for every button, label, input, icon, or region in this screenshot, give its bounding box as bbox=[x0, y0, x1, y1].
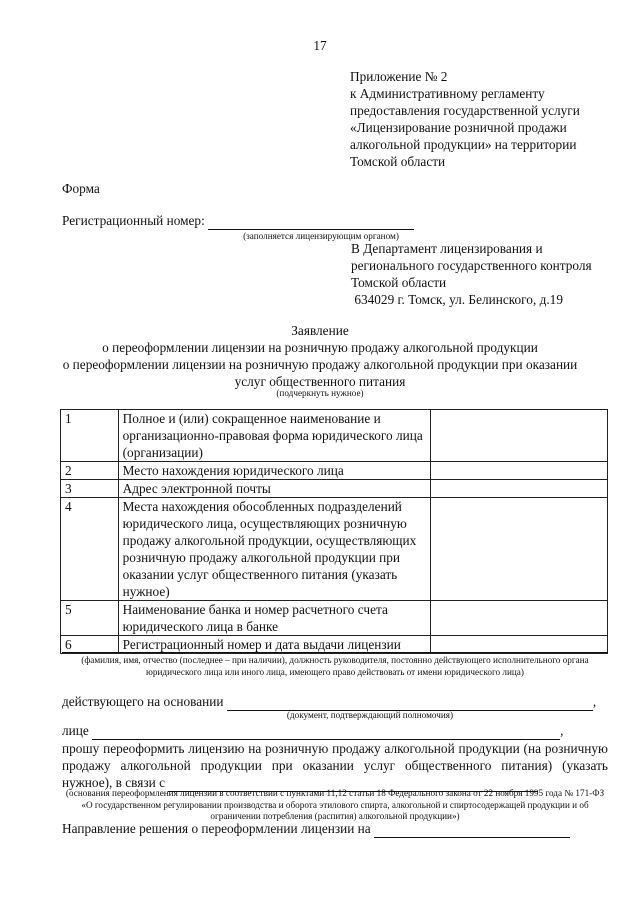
addressee-line: Томской области bbox=[351, 275, 447, 290]
appendix-line: предоставления государственной услуги bbox=[350, 103, 580, 118]
registration-label: Регистрационный номер: bbox=[62, 213, 205, 228]
appendix-line: к Административному регламенту bbox=[350, 86, 545, 101]
person-field[interactable] bbox=[92, 722, 560, 740]
addressee-block bbox=[351, 240, 621, 308]
form-label: Форма bbox=[62, 181, 100, 196]
reason-note: (основания переоформления лицензии в соответствии с пунктами 11,12 статьи 18 Федерального закона от 22 ноября 1995 года № 171-ФЗ «О государственном регулировании производства и оборота этилового спирта, алкогольной и спиртосодержащей продукции и об ограничении потребления (распития) алкогольной продукции») bbox=[65, 788, 605, 821]
basis-label: действующего на основании bbox=[62, 694, 224, 709]
direction-field[interactable] bbox=[374, 820, 570, 838]
page-number: 17 bbox=[313, 38, 327, 53]
row-label: Места нахождения обособленных подразделений юридического лица, осуществляющих розничную продажу алкогольной продукции, осуществляющих розничную продажу алкогольной продукции при оказании услуг общественного питания (указать нужное) bbox=[118, 498, 430, 601]
title-option-1[interactable]: о переоформлении лицензии на розничную продажу алкогольной продукции bbox=[102, 340, 538, 355]
fio-field-line[interactable] bbox=[62, 652, 608, 653]
title-option-2[interactable]: о переоформлении лицензии на розничную продажу алкогольной продукции при оказании bbox=[62, 357, 578, 372]
row-label: Регистрационный номер и дата выдачи лицензии bbox=[118, 636, 430, 654]
table-row bbox=[61, 498, 608, 601]
person-row bbox=[62, 722, 563, 740]
row-label: Место нахождения юридического лица bbox=[118, 462, 430, 480]
basis-comma: , bbox=[592, 694, 597, 709]
basis-field[interactable] bbox=[227, 693, 593, 711]
applicant-details-table bbox=[60, 409, 608, 654]
title-note: (подчеркнуть нужное) bbox=[276, 388, 364, 398]
table-row bbox=[61, 636, 608, 654]
appendix-header bbox=[350, 68, 620, 170]
row-label: Наименование банка и номер расчетного счета юридического лица в банке bbox=[118, 601, 430, 636]
addressee-line: 634029 г. Томск, ул. Белинского, д.19 bbox=[351, 292, 563, 307]
appendix-line: алкогольной продукции» на территории bbox=[350, 137, 577, 152]
registration-note: (заполняется лицензирующим органом) bbox=[243, 231, 399, 241]
row-value-field[interactable] bbox=[431, 498, 608, 601]
title-heading: Заявление bbox=[291, 323, 349, 338]
appendix-line: Приложение № 2 bbox=[350, 69, 448, 84]
fio-note: (фамилия, имя, отчество (последнее – при наличии), должность руководителя, постоянно действующего исполнительного органа юридического лица или иного лица, имеющего право действовать от имени юридического лица) bbox=[81, 655, 589, 677]
person-label: лице bbox=[62, 723, 89, 738]
row-value-field[interactable] bbox=[431, 410, 608, 462]
row-value-field[interactable] bbox=[431, 480, 608, 498]
title-option-2-cont[interactable]: услуг общественного питания bbox=[234, 374, 406, 389]
table-row bbox=[61, 462, 608, 480]
application-title bbox=[40, 322, 600, 390]
row-label: Адрес электронной почты bbox=[118, 480, 430, 498]
addressee-line: регионального государственного контроля bbox=[351, 258, 592, 273]
table-row bbox=[61, 410, 608, 462]
row-label: Полное и (или) сокращенное наименование и организационно-правовая форма юридического лица (организации) bbox=[118, 410, 430, 462]
basis-note: (документ, подтверждающий полномочия) bbox=[286, 710, 454, 720]
row-value-field[interactable] bbox=[431, 462, 608, 480]
row-number: 5 bbox=[61, 601, 119, 636]
person-comma: , bbox=[560, 723, 564, 738]
addressee-line: В Департамент лицензирования и bbox=[351, 241, 543, 256]
request-text: прошу переоформить лицензию на розничную продажу алкогольной продукции (на розничную продажу алкогольной продукции при оказании услуг общественного питания) (указать нужное), в связи с bbox=[62, 741, 608, 790]
appendix-line: «Лицензирование розничной продажи bbox=[350, 120, 567, 135]
appendix-line: Томской области bbox=[350, 154, 446, 169]
table-row bbox=[61, 480, 608, 498]
row-number: 2 bbox=[61, 462, 119, 480]
row-number: 3 bbox=[61, 480, 119, 498]
row-number: 6 bbox=[61, 636, 119, 654]
direction-row bbox=[62, 820, 570, 838]
row-number: 4 bbox=[61, 498, 119, 601]
direction-label: Направление решения о переоформлении лицензии на bbox=[62, 821, 371, 836]
basis-row bbox=[62, 693, 596, 711]
registration-row bbox=[62, 212, 414, 230]
row-number: 1 bbox=[61, 410, 119, 462]
row-value-field[interactable] bbox=[431, 601, 608, 636]
registration-number-field[interactable] bbox=[208, 212, 414, 230]
request-paragraph bbox=[62, 740, 608, 792]
row-value-field[interactable] bbox=[431, 636, 608, 654]
table-row bbox=[61, 601, 608, 636]
